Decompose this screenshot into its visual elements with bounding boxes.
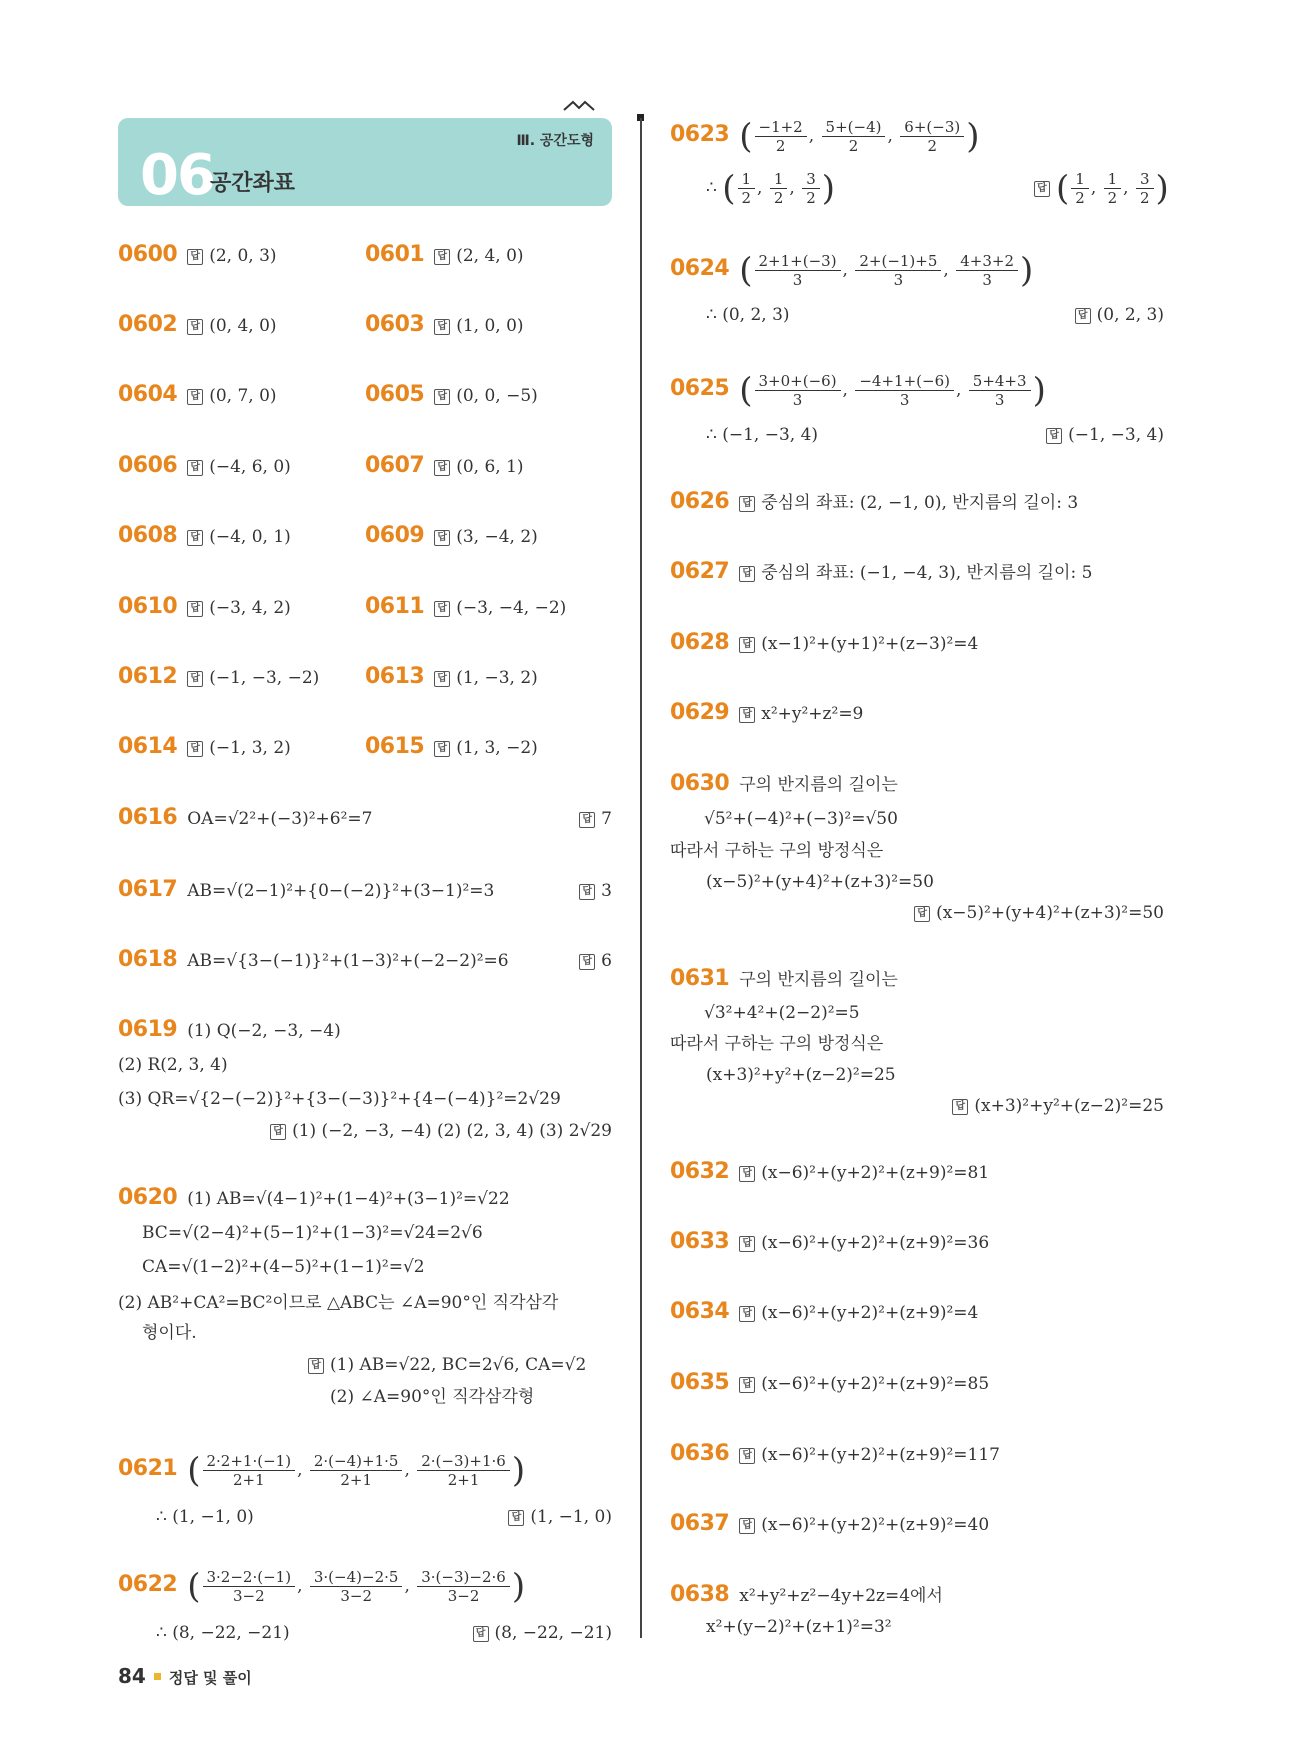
solution-line: CA=√(1−2)²+(4−5)²+(1−1)²=√2 — [142, 1257, 425, 1277]
solution-line: 구의 반지름의 길이는 — [739, 775, 898, 795]
answer — [670, 422, 1164, 448]
answer-value: (x−6)²+(y+2)²+(z+9)²=81 — [761, 1163, 990, 1183]
solution-line: ∴ (8, −22, −21) — [156, 1623, 290, 1643]
problem-0600 — [118, 241, 277, 271]
answer-value: (x−1)²+(y+1)²+(z−3)²=4 — [761, 634, 979, 654]
problem-0625: 0625 ( $\frac{3+0+(-6)}{3}$ , $\frac{-4+1+(-6)}{3}$ , $\frac{5+4+3}{3}$ ) — [670, 370, 1046, 411]
problem-number: 0620 — [118, 1185, 178, 1210]
problem-0602 — [118, 311, 277, 341]
fraction: $\frac{2+1+(-3)}{3}$ — [755, 252, 841, 289]
answer-icon: 답 — [739, 1448, 755, 1464]
answer: 답 ( $\frac{1}{2}$ , $\frac{1}{2}$ , $\frac{3}{2}$ ) — [1034, 170, 1169, 207]
answer-icon: 답 — [508, 1510, 524, 1526]
answer — [579, 946, 612, 976]
problem-number: 0614 — [118, 734, 178, 759]
problem-number: 0623 — [670, 122, 730, 147]
answer-value: x²+y²+z²=9 — [761, 704, 864, 724]
solution-line: √3²+4²+(2−2)²=5 — [704, 1003, 860, 1023]
problem-number: 0627 — [670, 559, 730, 584]
footer-label: 정답 및 풀이 — [168, 1669, 252, 1687]
problem-0637 — [670, 1510, 989, 1540]
problem-0635 — [670, 1369, 989, 1399]
problem-number: 0604 — [118, 382, 178, 407]
problem-0631 — [670, 965, 898, 995]
problem-0608 — [118, 522, 291, 552]
problem-number: 0621 — [118, 1456, 178, 1481]
answer-value: (−4, 0, 1) — [209, 527, 291, 547]
problem-0630 — [670, 770, 898, 800]
solution-line: ∴ (−1, −3, 4) — [706, 425, 819, 445]
answer-icon: 답 — [1046, 428, 1062, 444]
solution-line: (3) QR=√{2−(−2)}²+{3−(−3)}²+{4−(−4)}²=2√29 — [118, 1089, 561, 1109]
problem-0606 — [118, 452, 291, 482]
answer-icon: 답 — [187, 530, 203, 546]
answer-icon: 답 — [434, 671, 450, 687]
answer-line: (2) ∠A=90°인 직각삼각형 — [330, 1387, 535, 1407]
answer-icon: 답 — [739, 496, 755, 512]
solution-line: (2) AB²+CA²=BC²이므로 △ABC는 ∠A=90°인 직각삼각 — [118, 1293, 559, 1313]
fraction: $\frac{3+0+(-6)}{3}$ — [755, 372, 841, 409]
fraction: $\frac{-4+1+(-6)}{3}$ — [855, 372, 954, 409]
fraction: $\frac{3\cdot(-3)-2\cdot 6}{3-2}$ — [417, 1568, 510, 1605]
fraction: $\frac{2\cdot(-4)+1\cdot 5}{2+1}$ — [310, 1452, 403, 1489]
problem-0615 — [365, 733, 538, 763]
fraction: $\frac{3\cdot(-4)-2\cdot 5}{3-2}$ — [310, 1568, 403, 1605]
problem-number: 0612 — [118, 664, 178, 689]
answer-icon: 답 — [308, 1358, 324, 1374]
bullet-square-icon — [154, 1673, 161, 1680]
answer-icon: 답 — [434, 249, 450, 265]
problem-0633 — [670, 1228, 989, 1258]
answer-value: (2, 0, 3) — [209, 246, 277, 266]
problem-0607 — [365, 452, 524, 482]
answer — [579, 876, 612, 906]
solution: AB=√{3−(−1)}²+(1−3)²+(−2−2)²=6 — [187, 951, 509, 971]
problem-0618 — [118, 946, 612, 976]
fraction: $\frac{5+(-4)}{2}$ — [822, 118, 886, 155]
answer-value: (x−6)²+(y+2)²+(z+9)²=85 — [761, 1374, 990, 1394]
problem-number: 0637 — [670, 1511, 730, 1536]
problem-number: 0638 — [670, 1582, 730, 1607]
problem-number: 0633 — [670, 1229, 730, 1254]
solution-line: (1) AB=√(4−1)²+(1−4)²+(3−1)²=√22 — [187, 1189, 510, 1209]
problem-number: 0603 — [365, 312, 425, 337]
solution-line: x²+y²+z²−4y+2z=4에서 — [739, 1586, 943, 1606]
solution-line: 따라서 구하는 구의 방정식은 — [670, 1034, 884, 1054]
answer-icon: 답 — [739, 566, 755, 582]
problem-number: 0618 — [118, 947, 178, 972]
answer-icon: 답 — [187, 389, 203, 405]
answer-icon: 답 — [739, 1236, 755, 1252]
answer-icon: 답 — [434, 389, 450, 405]
answer-value: (−3, 4, 2) — [209, 598, 291, 618]
problem-number: 0622 — [118, 1572, 178, 1597]
answer — [670, 900, 1164, 926]
chapter-header — [118, 118, 612, 206]
answer-icon: 답 — [187, 601, 203, 617]
answer-value: 3 — [601, 881, 612, 901]
answer-icon: 답 — [739, 637, 755, 653]
answer-value: (1) (−2, −3, −4) (2) (2, 3, 4) (3) 2√29 — [292, 1121, 612, 1141]
problem-0629 — [670, 699, 863, 729]
answer-value: 7 — [601, 809, 612, 829]
answer-icon: 답 — [187, 460, 203, 476]
answer-value: (−4, 6, 0) — [209, 457, 291, 477]
answer — [579, 804, 612, 834]
fraction: $\frac{-1+2}{2}$ — [755, 118, 807, 155]
answer-value: (1) AB=√22, BC=2√6, CA=√2 — [330, 1355, 587, 1375]
problem-number: 0619 — [118, 1017, 178, 1042]
answer-value: (x+3)²+y²+(z−2)²=25 — [974, 1096, 1164, 1116]
answer-value: (0, 2, 3) — [1096, 305, 1164, 325]
answer-icon: 답 — [187, 741, 203, 757]
problem-number: 0636 — [670, 1441, 730, 1466]
problem-number: 0608 — [118, 523, 178, 548]
problem-number: 0626 — [670, 489, 730, 514]
problem-number: 0610 — [118, 594, 178, 619]
problem-0626 — [670, 488, 1078, 518]
answer-icon: 답 — [1034, 181, 1050, 197]
answer-value: (2, 4, 0) — [456, 246, 524, 266]
answer-icon: 답 — [270, 1124, 286, 1140]
problem-number: 0611 — [365, 594, 425, 619]
solution: AB=√(2−1)²+{0−(−2)}²+(3−1)²=3 — [187, 881, 495, 901]
problem-number: 0602 — [118, 312, 178, 337]
answer-value: (−1, −3, −2) — [209, 668, 320, 688]
answer-value: (−1, −3, 4) — [1068, 425, 1164, 445]
problem-0620 — [118, 1184, 510, 1214]
answer — [308, 1352, 586, 1378]
solution-line: √5²+(−4)²+(−3)²=√50 — [704, 809, 898, 829]
fraction: $\frac{2+(-1)+5}{3}$ — [855, 252, 941, 289]
problem-number: 0606 — [118, 453, 178, 478]
chapter-number: 06 — [140, 143, 214, 208]
answer-icon: 답 — [579, 812, 595, 828]
answer-icon: 답 — [579, 954, 595, 970]
answer — [670, 302, 1164, 328]
chapter-title: 공간좌표 — [210, 171, 296, 196]
answer-icon: 답 — [739, 1306, 755, 1322]
problem-0628 — [670, 629, 978, 659]
solution-line: ∴ ( $\frac{1}{2}$ , $\frac{1}{2}$ , $\frac{3}{2}$ ) — [706, 168, 836, 209]
answer-icon: 답 — [434, 601, 450, 617]
problem-0604 — [118, 381, 277, 411]
column-divider — [640, 118, 642, 1638]
problem-number: 0635 — [670, 1370, 730, 1395]
problem-0636 — [670, 1440, 1000, 1470]
problem-0634 — [670, 1298, 978, 1328]
answer-icon: 답 — [187, 671, 203, 687]
solution-line: (x−5)²+(y+4)²+(z+3)²=50 — [706, 872, 934, 892]
problem-0609 — [365, 522, 538, 552]
solution-line: ∴ (1, −1, 0) — [156, 1507, 254, 1527]
fraction: $\frac{4+3+2}{3}$ — [956, 252, 1018, 289]
solution-line: (1) Q(−2, −3, −4) — [187, 1021, 341, 1041]
problem-number: 0613 — [365, 664, 425, 689]
solution-line: 구의 반지름의 길이는 — [739, 970, 898, 990]
answer-value: (x−6)²+(y+2)²+(z+9)²=4 — [761, 1303, 979, 1323]
answer-value: (−1, 3, 2) — [209, 738, 291, 758]
unit-label: Ⅲ. 공간도형 — [516, 133, 594, 149]
answer-icon: 답 — [739, 707, 755, 723]
answer — [118, 1620, 612, 1646]
fraction: $\frac{2\cdot(-3)+1\cdot 6}{2+1}$ — [417, 1452, 510, 1489]
answer-icon: 답 — [914, 906, 930, 922]
answer-icon: 답 — [434, 319, 450, 335]
problem-number: 0617 — [118, 877, 178, 902]
answer-icon: 답 — [473, 1626, 489, 1642]
fraction: $\frac{6+(-3)}{2}$ — [900, 118, 964, 155]
answer-value: 중심의 좌표: (−1, −4, 3), 반지름의 길이: 5 — [761, 563, 1093, 583]
answer-icon: 답 — [434, 460, 450, 476]
answer-value: (x−6)²+(y+2)²+(z+9)²=40 — [761, 1515, 990, 1535]
problem-number: 0616 — [118, 805, 178, 830]
problem-0610 — [118, 593, 291, 623]
problem-0601 — [365, 241, 524, 271]
answer-value: (0, 6, 1) — [456, 457, 524, 477]
answer-value: (1, 3, −2) — [456, 738, 538, 758]
problem-0638 — [670, 1581, 943, 1611]
answer-icon: 답 — [187, 319, 203, 335]
problem-number: 0601 — [365, 242, 425, 267]
chevron-decoration-icon — [562, 98, 596, 114]
fraction: $\frac{5+4+3}{3}$ — [969, 372, 1031, 409]
answer-value: (x−5)²+(y+4)²+(z+3)²=50 — [936, 903, 1164, 923]
problem-0623: 0623 ( $\frac{-1+2}{2}$ , $\frac{5+(-4)}{2}$ , $\frac{6+(-3)}{2}$ ) — [670, 116, 980, 157]
problem-number: 0632 — [670, 1159, 730, 1184]
answer-icon: 답 — [434, 530, 450, 546]
solution-line: 따라서 구하는 구의 방정식은 — [670, 841, 884, 861]
problem-number: 0631 — [670, 966, 730, 991]
page-footer — [118, 1664, 252, 1688]
answer-icon: 답 — [187, 249, 203, 265]
answer-value: (3, −4, 2) — [456, 527, 538, 547]
answer-icon: 답 — [739, 1166, 755, 1182]
answer-value: (x−6)²+(y+2)²+(z+9)²=36 — [761, 1233, 990, 1253]
problem-number: 0630 — [670, 771, 730, 796]
answer-value: (x−6)²+(y+2)²+(z+9)²=117 — [761, 1445, 1000, 1465]
answer-value: (0, 0, −5) — [456, 386, 538, 406]
answer-icon: 답 — [579, 884, 595, 900]
problem-0621: 0621 ( $\frac{2\cdot 2+1\cdot(-1)}{2+1}$ , $\frac{2\cdot(-4)+1\cdot 5}{2+1}$ , $\frac{2\cdot(-3)+1\cdot 6}{2+1}$ ) — [118, 1450, 526, 1491]
answer-icon: 답 — [1075, 308, 1091, 324]
problem-0624: 0624 ( $\frac{2+1+(-3)}{3}$ , $\frac{2+(-1)+5}{3}$ , $\frac{4+3+2}{3}$ ) — [670, 250, 1034, 291]
answer-icon: 답 — [434, 741, 450, 757]
answer-icon: 답 — [952, 1099, 968, 1115]
answer-value: 중심의 좌표: (2, −1, 0), 반지름의 길이: 3 — [761, 493, 1079, 513]
answer — [118, 1504, 612, 1530]
answer-value: (1, −3, 2) — [456, 668, 538, 688]
problem-0613 — [365, 663, 538, 693]
problem-number: 0605 — [365, 382, 425, 407]
problem-0632 — [670, 1158, 989, 1188]
fraction: $\frac{3\cdot 2-2\cdot(-1)}{3-2}$ — [203, 1568, 296, 1605]
problem-0612 — [118, 663, 319, 693]
problem-number: 0634 — [670, 1299, 730, 1324]
problem-0614 — [118, 733, 291, 763]
problem-number: 0607 — [365, 453, 425, 478]
page-number: 84 — [118, 1664, 146, 1688]
answer-value: (1, −1, 0) — [530, 1507, 612, 1527]
answer-value: (−3, −4, −2) — [456, 598, 567, 618]
solution-line: ∴ (0, 2, 3) — [706, 305, 790, 325]
answer-icon: 답 — [739, 1377, 755, 1393]
answer — [118, 1118, 612, 1144]
problem-0619 — [118, 1016, 341, 1046]
solution-line: (2) R(2, 3, 4) — [118, 1055, 228, 1075]
problem-0627 — [670, 558, 1092, 588]
answer-value: 6 — [601, 951, 612, 971]
problem-0611 — [365, 593, 566, 623]
problem-0616 — [118, 804, 612, 834]
solution: OA=√2²+(−3)²+6²=7 — [187, 809, 373, 829]
solution-line: 형이다. — [142, 1323, 197, 1343]
solution-line: (x+3)²+y²+(z−2)²=25 — [706, 1065, 896, 1085]
problem-number: 0624 — [670, 256, 730, 281]
problem-number: 0600 — [118, 242, 178, 267]
problem-number: 0625 — [670, 376, 730, 401]
problem-0605 — [365, 381, 538, 411]
problem-number: 0628 — [670, 630, 730, 655]
answer-value: (1, 0, 0) — [456, 316, 524, 336]
problem-0617 — [118, 876, 612, 906]
fraction: $\frac{2\cdot 2+1\cdot(-1)}{2+1}$ — [203, 1452, 296, 1489]
answer-value: (0, 4, 0) — [209, 316, 277, 336]
problem-0603 — [365, 311, 524, 341]
problem-number: 0629 — [670, 700, 730, 725]
solution-line: BC=√(2−4)²+(5−1)²+(1−3)²=√24=2√6 — [142, 1223, 483, 1243]
answer-icon: 답 — [739, 1518, 755, 1534]
problem-number: 0615 — [365, 734, 425, 759]
answer-value: (0, 7, 0) — [209, 386, 277, 406]
answer-value: (8, −22, −21) — [494, 1623, 612, 1643]
solution-line: x²+(y−2)²+(z+1)²=3² — [706, 1617, 892, 1637]
problem-number: 0609 — [365, 523, 425, 548]
answer — [670, 1093, 1164, 1119]
problem-0622: 0622 ( $\frac{3\cdot 2-2\cdot(-1)}{3-2}$ , $\frac{3\cdot(-4)-2\cdot 5}{3-2}$ , $\frac{3\cdot(-3)-2\cdot 6}{3-2}$ ) — [118, 1566, 526, 1607]
